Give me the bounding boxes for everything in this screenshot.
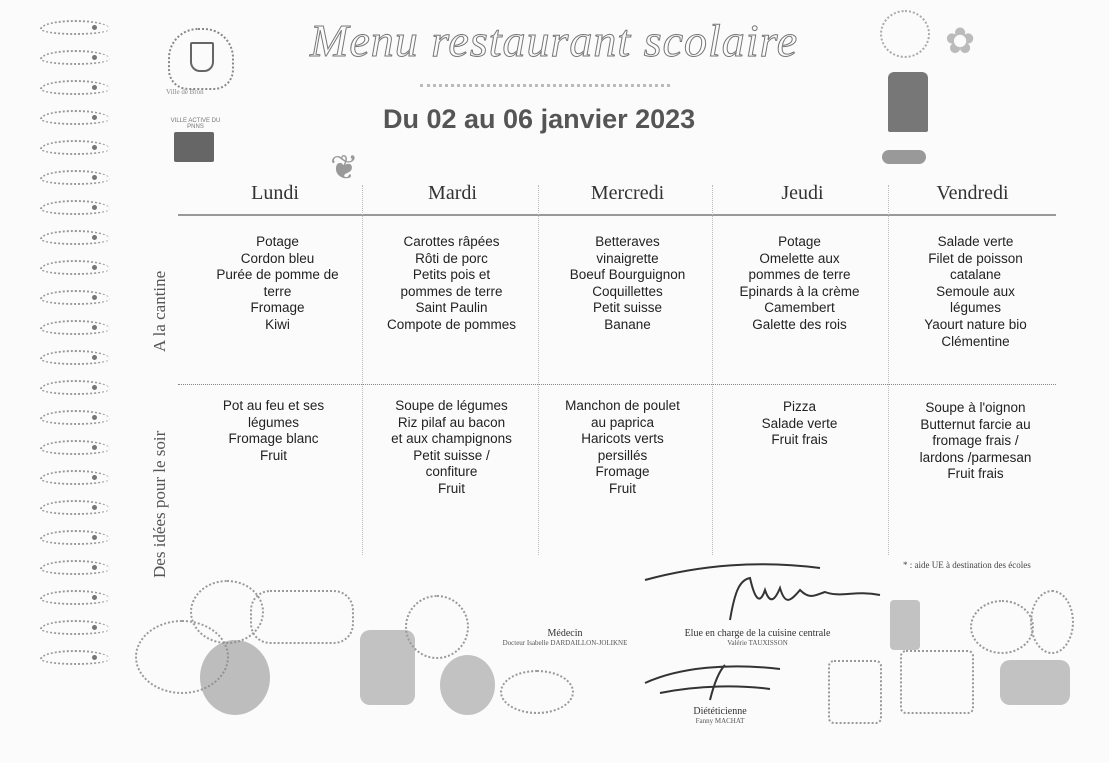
binding-hole bbox=[92, 535, 97, 540]
spiral-ring bbox=[40, 290, 110, 305]
binding-hole bbox=[92, 145, 97, 150]
spiral-ring bbox=[40, 110, 110, 125]
spiral-ring bbox=[40, 410, 110, 425]
day-header-mercredi: Mercredi bbox=[590, 182, 665, 204]
header-divider bbox=[178, 214, 1056, 216]
spiral-ring bbox=[40, 500, 110, 515]
spiral-ring bbox=[40, 20, 110, 35]
city-crest-logo bbox=[168, 28, 234, 90]
spiral-ring bbox=[40, 440, 110, 455]
binding-hole bbox=[92, 355, 97, 360]
day-header-jeudi: Jeudi bbox=[781, 182, 824, 204]
binding-hole bbox=[92, 595, 97, 600]
spiral-ring bbox=[40, 620, 110, 635]
spiral-ring bbox=[40, 530, 110, 545]
city-caption: Ville de Bron bbox=[166, 88, 204, 96]
doctor-role: Médecin bbox=[547, 628, 583, 639]
elected-signature bbox=[640, 560, 900, 630]
dietitian-role: Diététicienne bbox=[693, 706, 747, 717]
spiral-ring bbox=[40, 140, 110, 155]
binding-hole bbox=[92, 655, 97, 660]
binding-hole bbox=[92, 55, 97, 60]
footnote: * : aide UE à destination des écoles bbox=[903, 560, 1031, 570]
active-city-logo: VILLE ACTIVE DU PNNS bbox=[168, 118, 223, 170]
dietitian-signature-block bbox=[660, 706, 780, 725]
spiral-ring bbox=[40, 380, 110, 395]
canteen-menu-lundi: Potage Cordon bleu Purée de pomme de terre Fromage Kiwi bbox=[216, 234, 339, 332]
elected-signature-block bbox=[660, 628, 855, 647]
butterfly-icon: ❦ bbox=[330, 149, 359, 187]
spiral-ring bbox=[40, 350, 110, 365]
spiral-ring bbox=[40, 320, 110, 335]
flower-icon: ✿ bbox=[945, 20, 976, 61]
section-divider bbox=[178, 384, 1056, 385]
spiral-ring bbox=[40, 200, 110, 215]
evening-menu-mercredi: Manchon de poulet au paprica Haricots verts persillés Fromage Fruit bbox=[565, 398, 680, 496]
date-range: Du 02 au 06 janvier 2023 bbox=[383, 104, 696, 134]
binding-hole bbox=[92, 115, 97, 120]
canteen-menu-vendredi: Salade verte Filet de poisson catalane Semoule aux légumes Yaourt nature bio Clémentine bbox=[924, 234, 1027, 349]
doctor-signature-block bbox=[490, 628, 640, 647]
canteen-section-label: A la cantine bbox=[150, 270, 169, 352]
spiral-ring bbox=[40, 50, 110, 65]
title-ornament bbox=[420, 76, 670, 87]
spiral-ring bbox=[40, 650, 110, 665]
canteen-menu-mercredi: Betteraves vinaigrette Boeuf Bourguignon Coquillettes Petit suisse Banane bbox=[569, 234, 686, 332]
spiral-ring bbox=[40, 170, 110, 185]
spiral-ring bbox=[40, 590, 110, 605]
day-header-lundi: Lundi bbox=[251, 182, 299, 204]
elected-role: Elue en charge de la cuisine centrale bbox=[684, 628, 831, 639]
evening-menu-lundi: Pot au feu et ses légumes Fromage blanc Fruit bbox=[222, 398, 325, 463]
binding-hole bbox=[92, 505, 97, 510]
spiral-ring bbox=[40, 230, 110, 245]
binding-hole bbox=[92, 85, 97, 90]
evening-section-label: Des idées pour le soir bbox=[150, 430, 169, 578]
evening-menu-mardi: Soupe de légumes Riz pilaf au bacon et aux champignons Petit suisse / confiture Fruit bbox=[391, 398, 512, 496]
canteen-menu-jeudi: Potage Omelette aux pommes de terre Epinards à la crème Camembert Galette des rois bbox=[739, 234, 860, 332]
canteen-menu-mardi: Carottes râpées Rôti de porc Petits pois et pommes de terre Saint Paulin Compote de pommes bbox=[386, 234, 517, 332]
binding-hole bbox=[92, 565, 97, 570]
binding-hole bbox=[92, 25, 97, 30]
spiral-ring bbox=[40, 470, 110, 485]
spiral-ring bbox=[40, 80, 110, 95]
binding-hole bbox=[92, 415, 97, 420]
dietitian-signature bbox=[640, 655, 790, 705]
evening-menu-vendredi: Soupe à l'oignon Butternut farcie au fromage frais / lardons /parmesan Fruit frais bbox=[919, 400, 1032, 482]
spiral-binding bbox=[40, 20, 115, 680]
binding-hole bbox=[92, 175, 97, 180]
day-header-vendredi: Vendredi bbox=[936, 182, 1009, 204]
binding-hole bbox=[92, 295, 97, 300]
doctor-name: Docteur Isabelle DARDAILLON-JOLIKNE bbox=[502, 639, 628, 647]
binding-hole bbox=[92, 205, 97, 210]
evening-menu-jeudi: Pizza Salade verte Fruit frais bbox=[761, 399, 838, 448]
binding-hole bbox=[92, 325, 97, 330]
page-title: Menu restaurant scolaire bbox=[310, 15, 799, 66]
girl-illustration bbox=[868, 2, 938, 172]
binding-hole bbox=[92, 265, 97, 270]
binding-hole bbox=[92, 445, 97, 450]
binding-hole bbox=[92, 235, 97, 240]
binding-hole bbox=[92, 475, 97, 480]
dietitian-name: Fanny MACHAT bbox=[695, 717, 745, 725]
binding-hole bbox=[92, 625, 97, 630]
spiral-ring bbox=[40, 260, 110, 275]
spiral-ring bbox=[40, 560, 110, 575]
binding-hole bbox=[92, 385, 97, 390]
day-header-mardi: Mardi bbox=[428, 182, 477, 204]
elected-name: Valérie TAUXISSON bbox=[727, 639, 788, 647]
